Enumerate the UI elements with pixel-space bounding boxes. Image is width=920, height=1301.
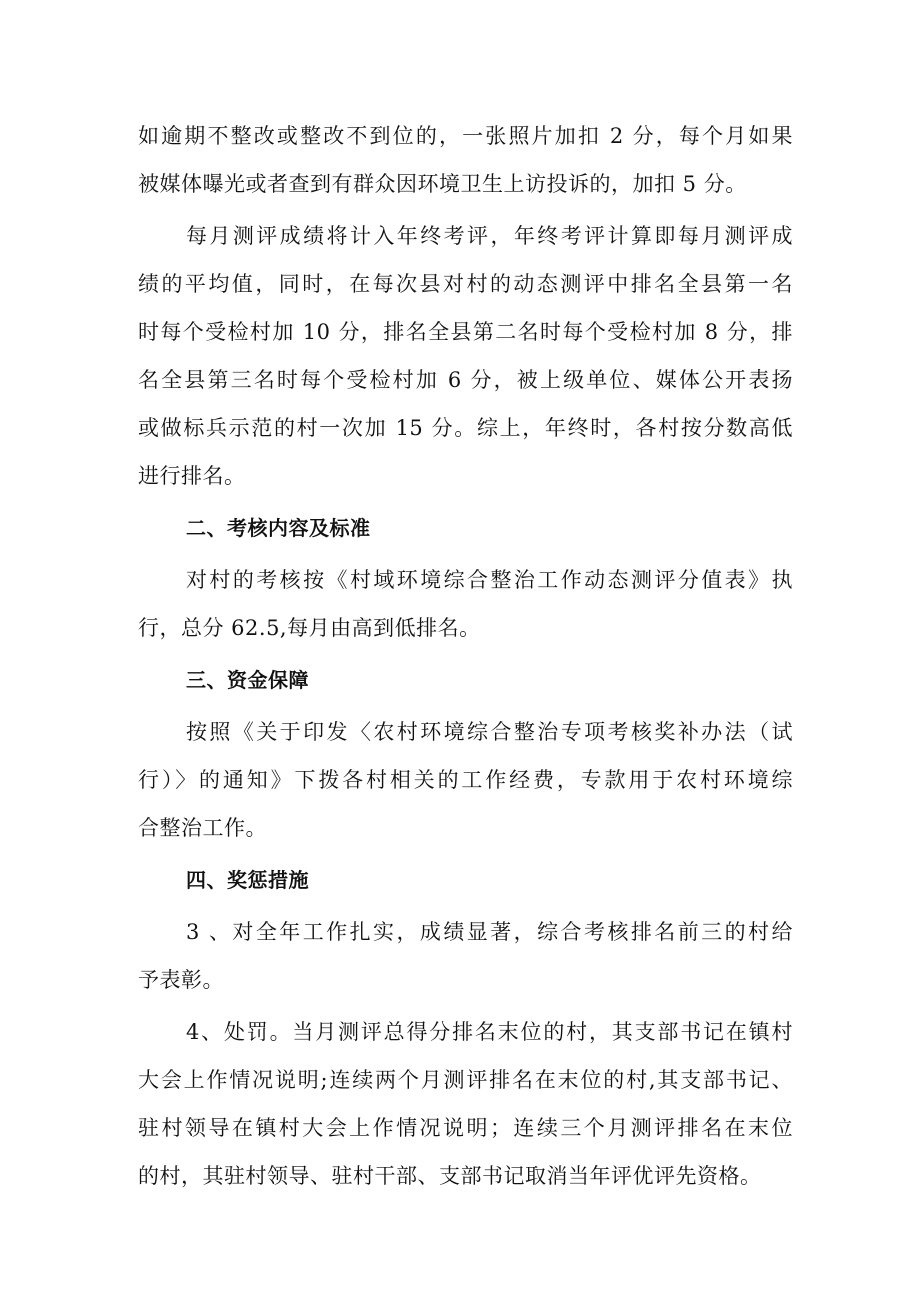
paragraph-assessment (138, 556, 793, 652)
section-heading-rewards (138, 856, 793, 904)
text-line: 对村的考核按《村域环境综合整治工作动态测评分值表》执 (186, 568, 793, 592)
text-line: 4、处罚。当月测评总得分排名末位的村，其支部书记在镇村 (186, 1020, 793, 1044)
heading-text: 四、奖惩措施 (186, 868, 309, 892)
text-line: 如逾期不整改或整改不到位的，一张照片加扣 2 分，每个月如果 (138, 124, 793, 148)
section-heading-funding (138, 656, 793, 704)
text-line: 时每个受检村加 10 分，排名全县第二名时每个受检村加 8 分，排 (138, 320, 793, 344)
paragraph-penalty-item-4 (138, 1008, 793, 1200)
paragraph-reward-item-3 (138, 908, 793, 1004)
text-line: 大会上作情况说明;连续两个月测评排名在末位的村,其支部书记、 (138, 1068, 793, 1092)
section-heading-assessment (138, 504, 793, 552)
paragraph-funding (138, 708, 793, 852)
text-line: 按照《关于印发〈农村环境综合整治专项考核奖补办法（试 (186, 720, 793, 744)
text-line: 驻村领导在镇村大会上作情况说明；连续三个月测评排名在末位 (138, 1116, 793, 1140)
heading-text: 三、资金保障 (186, 668, 309, 692)
text-line: 被媒体曝光或者查到有群众因环境卫生上访投诉的，加扣 5 分。 (138, 172, 747, 196)
paragraph-penalty-continuation (138, 112, 793, 208)
text-line: 或做标兵示范的村一次加 15 分。综上，年终时，各村按分数高低 (138, 416, 793, 440)
text-line: 的村，其驻村领导、驻村干部、支部书记取消当年评优评先资格。 (138, 1164, 762, 1188)
text-line: 合整治工作。 (138, 816, 267, 840)
text-line: 予表彰。 (138, 968, 224, 992)
text-line: 3 、对全年工作扎实，成绩显著，综合考核排名前三的村给 (186, 920, 793, 944)
text-line: 每月测评成绩将计入年终考评，年终考评计算即每月测评成 (186, 224, 793, 248)
text-line: 行）〉的通知》下拨各村相关的工作经费，专款用于农村环境综 (138, 768, 793, 792)
heading-text: 二、考核内容及标准 (186, 516, 371, 540)
text-line: 名全县第三名时每个受检村加 6 分，被上级单位、媒体公开表扬 (138, 368, 793, 392)
text-line: 绩的平均值，同时，在每次县对村的动态测评中排名全县第一名 (138, 272, 793, 296)
text-line: 进行排名。 (138, 464, 246, 488)
document-body (138, 112, 793, 1204)
paragraph-monthly-score (138, 212, 793, 500)
text-line: 行，总分 62.5,每月由高到低排名。 (138, 616, 481, 640)
